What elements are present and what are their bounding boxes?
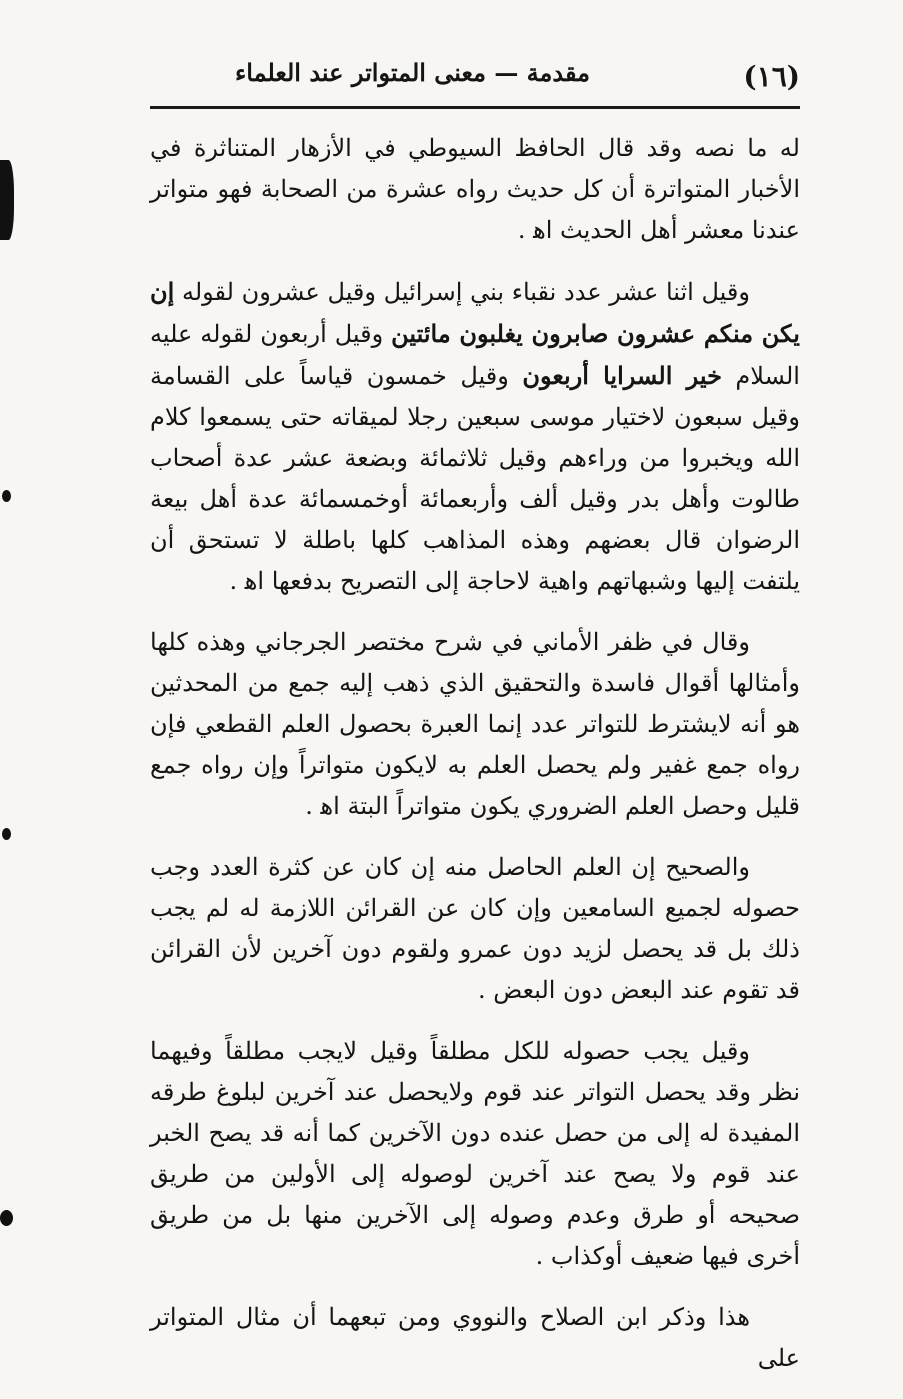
paragraph [150, 847, 800, 1011]
text-segment: والصحيح إن العلم الحاصل منه إن كان عن كثرة العدد وجب حصوله لجميع السامعين وإن كان عن القرائن اللازمة له لم يجب ذلك بل قد يحصل لزيد دون عمرو ولقوم دون آخرين لأن القرائن قد تقوم عند البعض دون البعض . [150, 853, 800, 1004]
paragraph [150, 128, 800, 251]
paragraph [150, 1031, 800, 1277]
text-segment: له ما نصه وقد قال الحافظ السيوطي في الأزهار المتناثرة في الأخبار المتواترة أن كل حديث رواه عشرة من الصحابة فهو متواتر عندنا معشر أهل الحديث اﻫ . [150, 134, 800, 244]
quran-quote: إن يكن منكم عشرون صابرون يغلبون مائتين [150, 277, 800, 348]
text-segment: وقال في ظفر الأماني في شرح مختصر الجرجاني وهذه كلها وأمثالها أقوال فاسدة والتحقيق الذي ذهب إليه جمع من المحدثين هو أنه لايشترط للتواتر عدد إنما العبرة بحصول العلم القطعي فإن رواه جمع غفير ولم يحصل العلم به لايكون متواتراً وإن رواه جمع قليل وحصل العلم الضروري يكون متواتراً البتة اﻫ . [150, 628, 800, 820]
running-title: مقدمة — معنى المتواتر عند العلماء [235, 58, 590, 87]
paragraph [150, 271, 800, 602]
body-text [150, 128, 800, 1399]
scan-margin-mark [0, 1210, 13, 1226]
text-segment: وقيل يجب حصوله للكل مطلقاً وقيل لايجب مطلقاً وفيهما نظر وقد يحصل التواتر عند قوم ولايحصل عند آخرين لبلوغ طرقه المفيدة له إلى من حصل عنده دون الآخرين كما أنه قد يصح الخبر عند قوم ولا يصح عند آخرين لوصوله إلى الأولين من طريق صحيحه أو طرق وعدم وصوله إلى الآخرين منها بل من طريق أخرى فيها ضعيف أوكذاب . [150, 1037, 800, 1270]
text-segment: هذا وذكر ابن الصلاح والنووي ومن تبعهما أن مثال المتواتر على [150, 1303, 800, 1372]
scan-margin-mark [2, 828, 11, 840]
paragraph [150, 622, 800, 827]
text-segment: وقيل أربعون لقوله عليه السلام [150, 320, 800, 390]
text-segment: وقيل خمسون قياساً على القسامة وقيل سبعون لاختيار موسى سبعين رجلا لميقاته حتى يسمعوا كلام الله ويخبروا من وراءهم وقيل ثلاثمائة وبضعة عشر عدة أصحاب طالوت وأهل بدر وقيل ألف وأربعمائة أوخمسمائة عدة أهل بيعة الرضوان قال بعضهم وهذه المذاهب كلها باطلة لا تستحق أن يلتفت إليها وشبهاتهم واهية لاحاجة إلى التصريح بدفعها اﻫ . [150, 362, 801, 595]
page-number: (١٦) [743, 60, 800, 93]
scan-margin-mark [0, 160, 14, 240]
text-segment: وقيل اثنا عشر عدد نقباء بني إسرائيل وقيل عشرون لقوله [174, 278, 750, 306]
hadith-quote: خير السرايا أربعون [522, 361, 722, 390]
header-rule [150, 106, 800, 109]
paragraph [150, 1297, 800, 1379]
page-header [150, 52, 800, 108]
scan-margin-mark [2, 490, 11, 502]
